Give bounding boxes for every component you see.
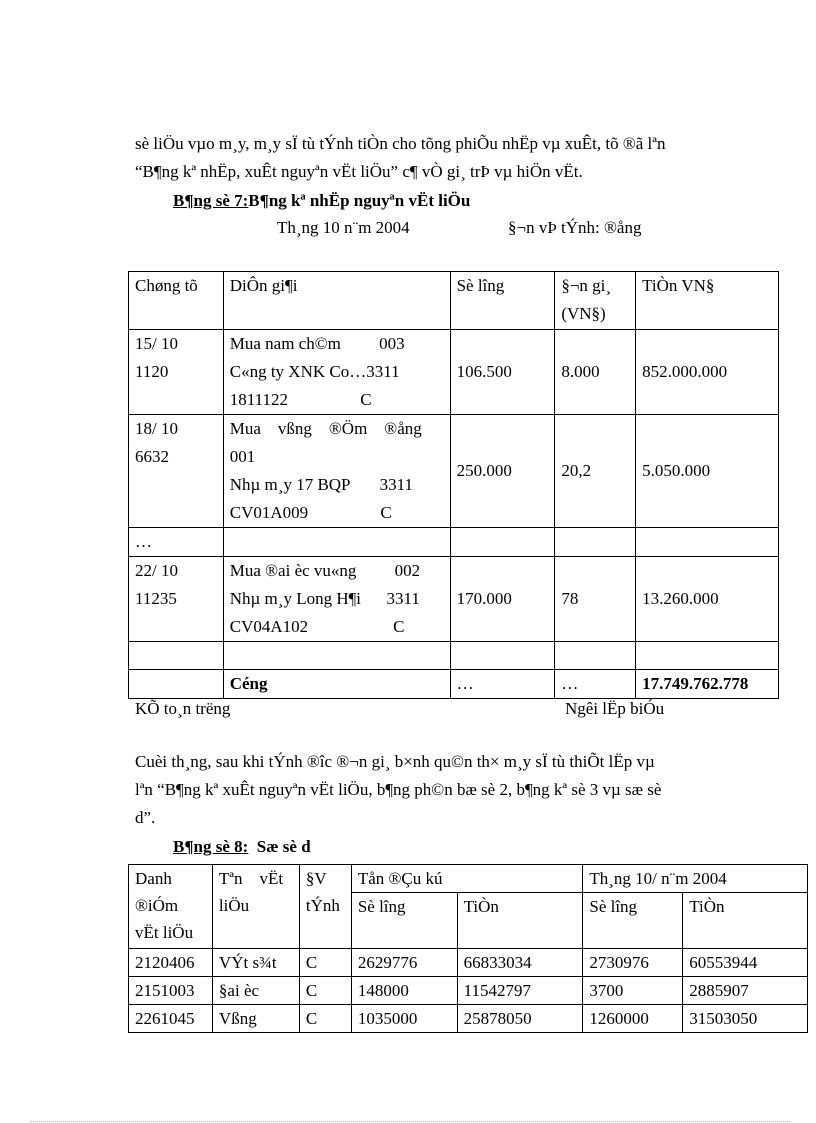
- table7-cell-amount: 5.050.000: [636, 415, 779, 528]
- middle-line-3: d”.: [135, 808, 156, 827]
- table8-cell-qty-1: 2629776: [351, 949, 457, 977]
- doc-number: 11235: [135, 589, 177, 608]
- table8-header-row-1: [129, 865, 808, 893]
- table8-cell-qty-1: 148000: [351, 977, 457, 1005]
- table7-cell-amount: 852.000.000: [636, 330, 779, 415]
- desc-line: Nhµ m¸y 17 BQP 3311: [229, 475, 413, 494]
- table8-header-opening: Tån ®Çu kú: [351, 865, 583, 893]
- table8-header-code-line: ®iÓm: [135, 896, 179, 915]
- desc-line: Nhµ m¸y Long H¶i 3311: [229, 589, 420, 608]
- signature-chief-accountant: KÕ to¸n trëng: [135, 699, 231, 718]
- table7-ellipsis: …: [129, 528, 224, 557]
- intro-line-1: sè liÖu vµo m¸y, m¸y sÏ tù tÝnh tiÒn cho tõng phiÕu nhËp vµ xuÊt, tõ ®ã lªn: [135, 134, 666, 153]
- intro-paragraph: [135, 130, 755, 186]
- table7-cell-doc: [129, 415, 224, 528]
- table7-header-price: [555, 272, 636, 330]
- desc-line: CV01A009 C: [229, 503, 392, 522]
- table8-header-code-line: vËt liÖu: [135, 923, 194, 942]
- table7-cell-desc: [223, 557, 450, 642]
- table8-cell-qty-1: 1035000: [351, 1005, 457, 1033]
- table-row: [129, 528, 779, 557]
- desc-line: CV04A102 C: [229, 617, 405, 636]
- table7-cell-desc: [223, 415, 450, 528]
- table7-header-qty: Sè lîng: [450, 272, 555, 330]
- table-row: [129, 977, 808, 1005]
- table7-header-desc: DiÔn gi¶i: [223, 272, 450, 330]
- table8-balance-list: [128, 864, 808, 1033]
- table8-cell-code: 2261045: [129, 1005, 213, 1033]
- table7-header-row: [129, 272, 779, 330]
- table7-total-price: …: [555, 670, 636, 699]
- table7-cell-desc: [223, 330, 450, 415]
- table8-caption: [173, 834, 311, 860]
- table8-header-code: [129, 865, 213, 949]
- table-row: [129, 415, 779, 528]
- table8-header-name-line: Tªn vËt: [218, 869, 284, 888]
- table8-cell-qty-2: 1260000: [583, 1005, 683, 1033]
- table8-cell-code: 2151003: [129, 977, 213, 1005]
- intro-line-2: “B¶ng kª nhËp, xuÊt nguyªn vËt liÖu” c¶ vÒ gi¸ trÞ vµ hiÖn vËt.: [135, 162, 583, 181]
- doc-date: 18/ 10: [135, 419, 178, 438]
- table7-unit: §¬n vÞ tÝnh: ®ång: [508, 218, 642, 237]
- table8-caption-label: B¶ng sè 8:: [173, 837, 249, 856]
- table7-caption: [173, 187, 470, 215]
- table8-cell-amount-1: 66833034: [457, 949, 583, 977]
- table7-cell-price: 8.000: [555, 330, 636, 415]
- table7-import-list: [128, 271, 779, 699]
- table7-cell-amount: 13.260.000: [636, 557, 779, 642]
- table8-cell-unit: C: [299, 977, 351, 1005]
- table7-total-row: [129, 670, 779, 699]
- table7-header-doc: Chøng tõ: [129, 272, 224, 330]
- middle-line-1: Cuèi th¸ng, sau khi tÝnh ®îc ®¬n gi¸ b×nh qu©n th× m¸y sÏ tù thiÕt lËp vµ: [135, 752, 655, 771]
- table8-header-unit-line: tÝnh: [305, 896, 340, 915]
- table7-month: Th¸ng 10 n¨m 2004: [277, 218, 410, 237]
- table7-total-amount: 17.749.762.778: [636, 670, 779, 699]
- desc-line: 1811122 C: [229, 390, 372, 409]
- table8-header-qty-2: Sè lîng: [583, 893, 683, 949]
- table7-cell-doc: [129, 330, 224, 415]
- table8-header-month: Th¸ng 10/ n¨m 2004: [583, 865, 808, 893]
- table8-cell-amount-2: 60553944: [683, 949, 808, 977]
- table8-cell-name: §ai èc: [212, 977, 299, 1005]
- table8-header-unit-line: §V: [305, 869, 327, 888]
- table-row: [129, 1005, 808, 1033]
- table7-cell-qty: 170.000: [450, 557, 555, 642]
- table8-header-code-line: Danh: [135, 869, 172, 888]
- table-row: [129, 949, 808, 977]
- table8-cell-amount-1: 11542797: [457, 977, 583, 1005]
- table8-header-amount-2: TiÒn: [683, 893, 808, 949]
- table7-caption-label: B¶ng sè 7:: [173, 191, 249, 210]
- table8-header-qty-1: Sè lîng: [351, 893, 457, 949]
- table8-cell-code: 2120406: [129, 949, 213, 977]
- table8-cell-amount-1: 25878050: [457, 1005, 583, 1033]
- table8-cell-unit: C: [299, 1005, 351, 1033]
- table7-cell-qty: 106.500: [450, 330, 555, 415]
- table7-total-label: Céng: [223, 670, 450, 699]
- table8-cell-name: Vßng: [212, 1005, 299, 1033]
- table7-header-price-line1: §¬n gi¸: [561, 276, 612, 295]
- table7-header-amount: TiÒn VN§: [636, 272, 779, 330]
- desc-line: 001: [229, 447, 256, 466]
- table7-cell-doc: [129, 557, 224, 642]
- table8-cell-amount-2: 2885907: [683, 977, 808, 1005]
- table7-header-price-line2: (VN§): [561, 304, 606, 323]
- table7-caption-title: B¶ng kª nhËp nguyªn vËt liÖu: [248, 191, 471, 210]
- table7-cell-price: 78: [555, 557, 636, 642]
- table8-cell-name: VÝt s¾t: [212, 949, 299, 977]
- desc-line: Mua ®ai èc vu«ng 002: [229, 561, 421, 580]
- desc-line: Mua vßng ®Öm ®ång: [229, 419, 422, 438]
- table8-cell-unit: C: [299, 949, 351, 977]
- table-row: [129, 330, 779, 415]
- table8-cell-qty-2: 3700: [583, 977, 683, 1005]
- doc-date: 22/ 10: [135, 561, 178, 580]
- table7-cell-price: 20,2: [555, 415, 636, 528]
- doc-date: 15/ 10: [135, 334, 178, 353]
- table7-cell-qty: 250.000: [450, 415, 555, 528]
- table-row: [129, 642, 779, 670]
- table8-header-unit: [299, 865, 351, 949]
- table8-caption-title: Sæ sè d: [256, 837, 311, 856]
- middle-line-2: lªn “B¶ng kª xuÊt nguyªn vËt liÖu, b¶ng ph©n bæ sè 2, b¶ng kª sè 3 vµ sæ sè: [135, 780, 662, 799]
- table8-cell-amount-2: 31503050: [683, 1005, 808, 1033]
- table7-total-qty: …: [450, 670, 555, 699]
- table8-cell-qty-2: 2730976: [583, 949, 683, 977]
- table8-header-name: [212, 865, 299, 949]
- table8-header-name-line: liÖu: [218, 896, 250, 915]
- doc-number: 1120: [135, 362, 169, 381]
- signature-preparer: Ngêi lËp biÓu: [565, 699, 665, 718]
- table8-header-amount-1: TiÒn: [457, 893, 583, 949]
- desc-line: Mua nam ch©m 003: [229, 334, 405, 353]
- desc-line: C«ng ty XNK Co…3311: [229, 362, 400, 381]
- table-row: [129, 557, 779, 642]
- doc-number: 6632: [135, 447, 169, 466]
- middle-paragraph: [135, 748, 755, 832]
- page-bottom-divider: [30, 1121, 790, 1122]
